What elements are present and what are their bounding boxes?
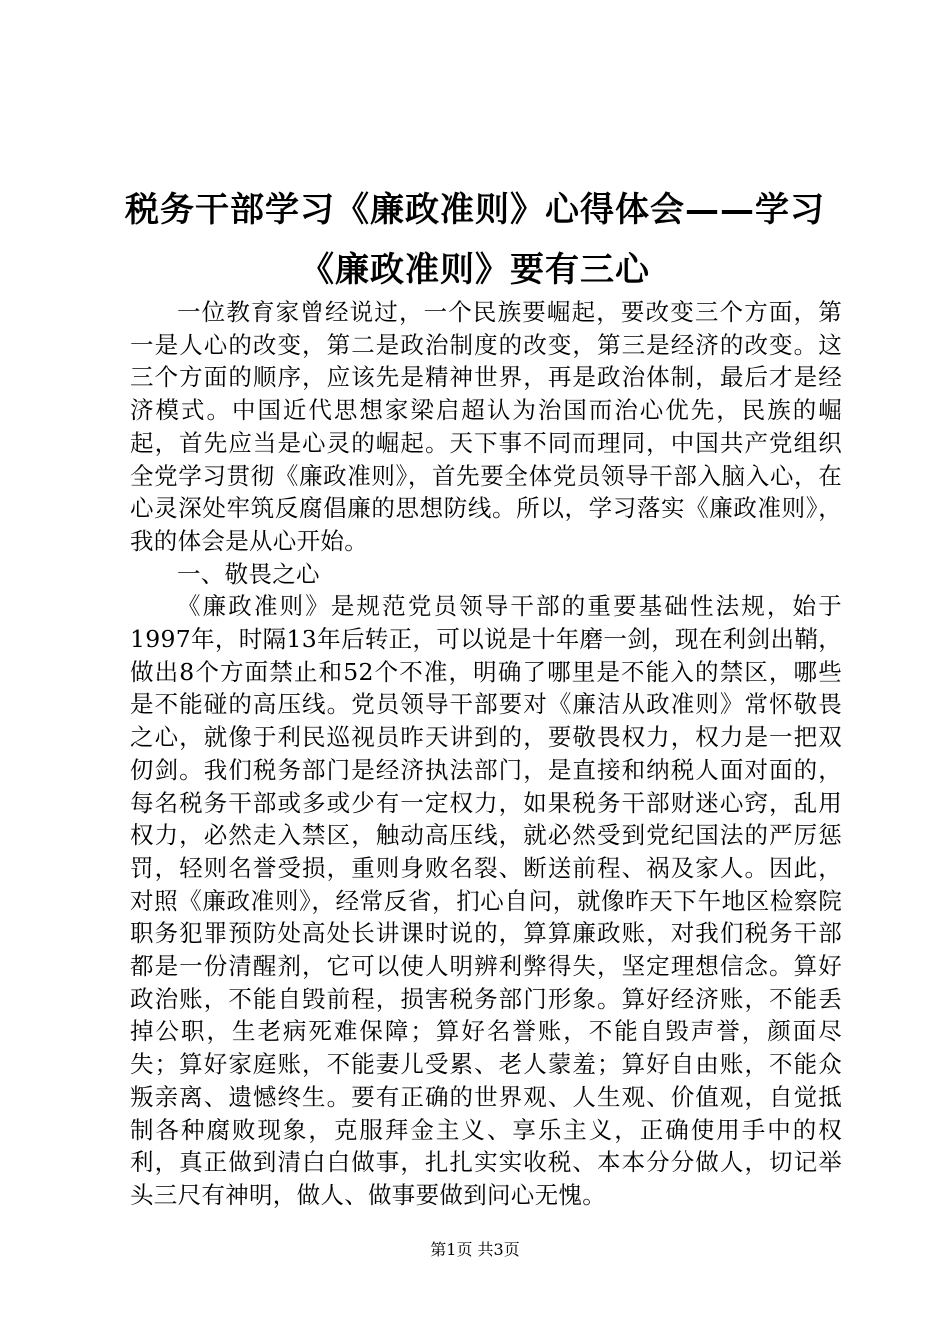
page-footer: 第1页 共3页 bbox=[430, 1240, 520, 1259]
section-paragraph: 《廉政准则》是规范党员领导干部的重要基础性法规，始于1997年，时隔13年后转正，可以说是十年磨一剑，现在利剑出鞘，做出8个方面禁止和52个不准，明确了哪里是不能入的禁区，哪些是不能碰的高压线。党员领导干部要对《廉洁从政准则》常怀敬畏之心，就像于利民巡视员昨天讲到的，要敬畏权力，权力是一把双仞剑。我们税务部门是经济执法部门，是直接和纳税人面对面的，每名税务干部或多或少有一定权力，如果税务干部财迷心窍，乱用权力，必然走入禁区，触动高压线，就必然受到党纪国法的严厉惩罚，轻则名誉受损，重则身败名裂、断送前程、祸及家人。因此，对照《廉政准则》，经常反省，扪心自问，就像昨天下午地区检察院职务犯罪预防处高处长讲课时说的，算算廉政账，对我们税务干部都是一份清醒剂，它可以使人明辨利弊得失，坚定理想信念。算好政治账，不能自毁前程，损害税务部门形象。算好经济账，不能丢掉公职，生老病死难保障；算好名誉账，不能自毁声誉，颜面尽失；算好家庭账，不能妻儿受累、老人蒙羞；算好自由账，不能众叛亲离、遗憾终生。要有正确的世界观、人生观、价值观，自觉抵制各种腐败现象，克服拜金主义、享乐主义，正确使用手中的权利，真正做到清白白做事，扎扎实实收税、本本分分做人，切记举头三尺有神明，做人、做事要做到问心无愧。 bbox=[130, 592, 842, 1209]
section-heading: 一、敬畏之心 bbox=[177, 559, 320, 588]
document-title-line-2: 《廉政准则》要有三心 bbox=[300, 250, 650, 290]
intro-paragraph: 一位教育家曾经说过，一个民族要崛起，要改变三个方面，第一是人心的改变，第二是政治制度的改变，第三是经济的改变。这三个方面的顺序，应该先是精神世界，再是政治体制，最后才是经济模式。中国近代思想家梁启超认为治国而治心优先，民族的崛起，首先应当是心灵的崛起。天下事不同而理同，中国共产党组织全党学习贯彻《廉政准则》，首先要全体党员领导干部入脑入心，在心灵深处牢筑反腐倡廉的思想防线。所以，学习落实《廉政准则》，我的体会是从心开始。 bbox=[130, 298, 842, 555]
document-title-line-1: 税务干部学习《廉政准则》心得体会——学习 bbox=[125, 190, 825, 230]
document-body bbox=[130, 296, 842, 1212]
